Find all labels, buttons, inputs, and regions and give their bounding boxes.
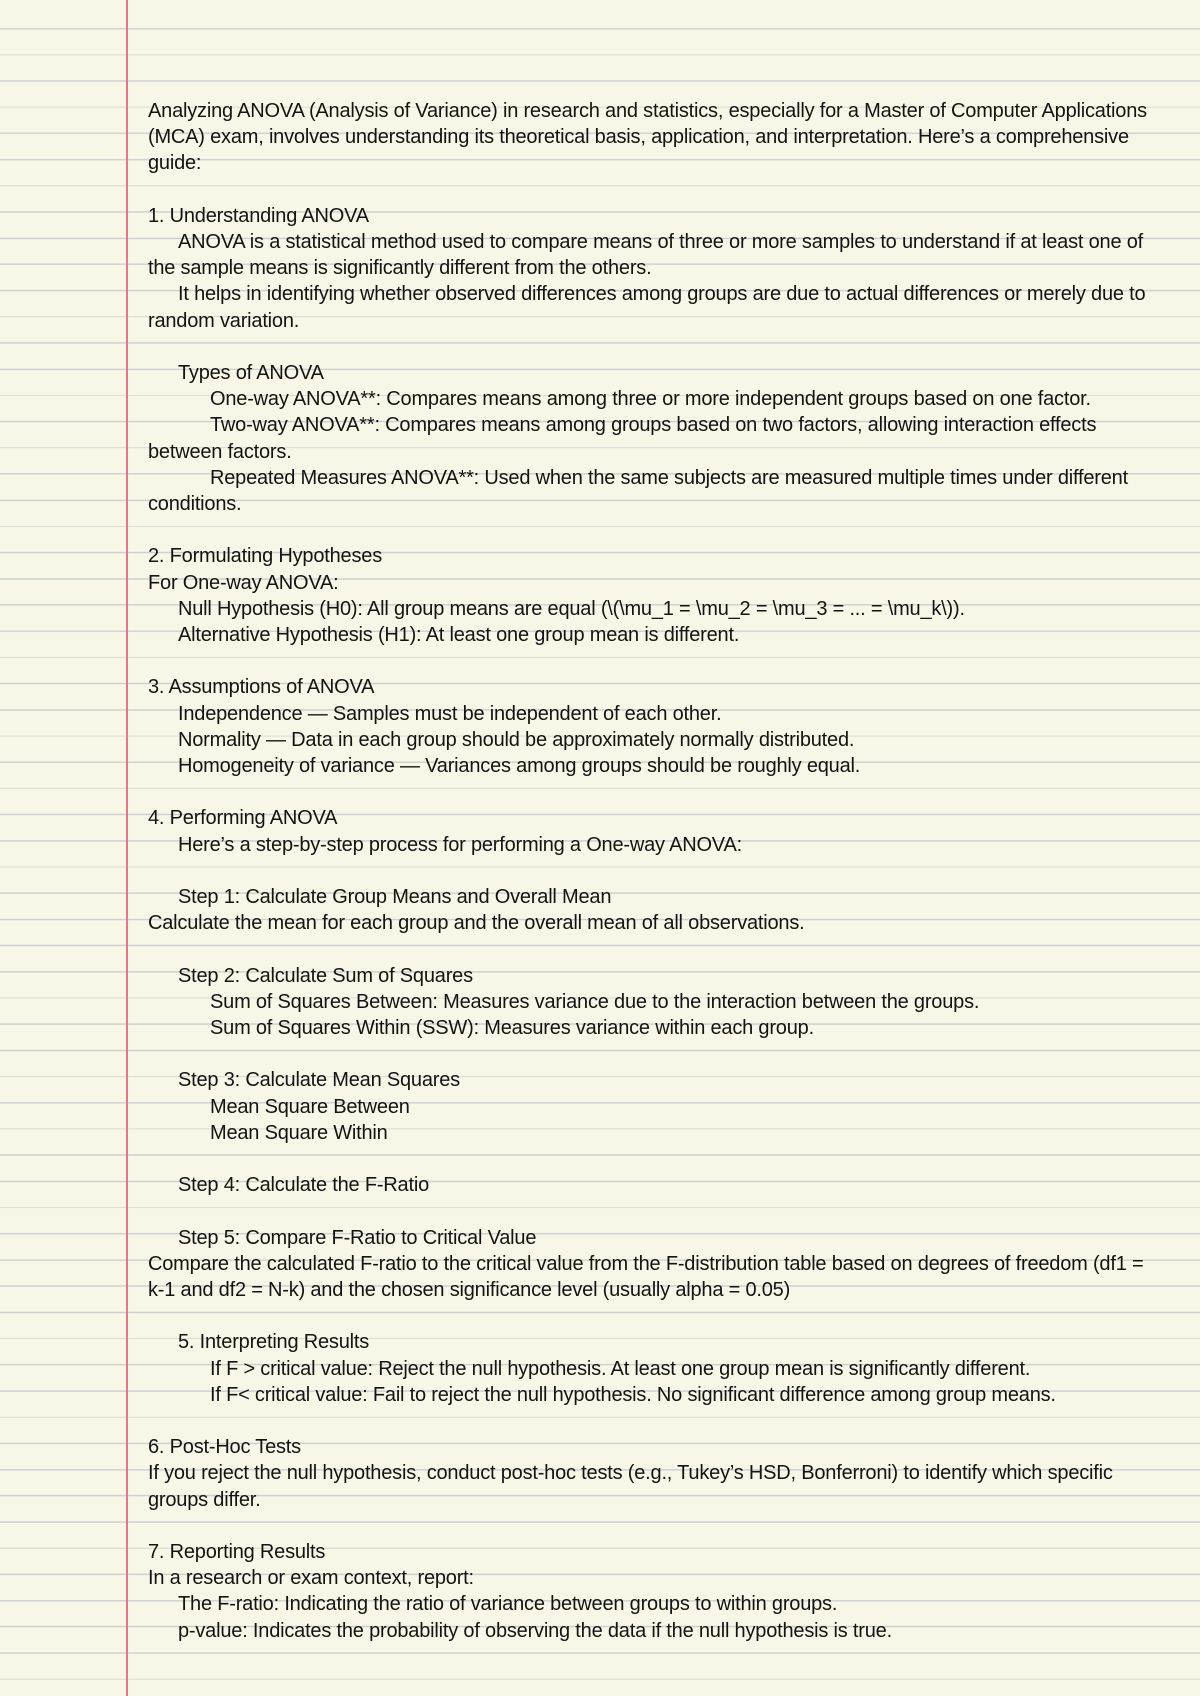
mean-square-within: Mean Square Within: [210, 1121, 388, 1144]
section-7-heading: 7. Reporting Results: [148, 1540, 326, 1563]
section-1-paragraph-1: ANOVA is a statistical method used to compare means of three or more samples to understand if at least one of the sample means is significantly different from the others.: [148, 231, 1143, 280]
result-fail-to-reject: If F< critical value: Fail to reject the null hypothesis. No significant difference among group means.: [210, 1383, 1056, 1406]
section-2-heading: 2. Formulating Hypotheses: [148, 545, 383, 568]
type-one-way: One-way ANOVA**: Compares means among three or more independent groups based on one factor.: [210, 388, 1091, 411]
section-4-heading: 4. Performing ANOVA: [148, 807, 338, 830]
result-reject: If F > critical value: Reject the null hypothesis. At least one group mean is significantly different.: [210, 1357, 1031, 1380]
sum-squares-between: Sum of Squares Between: Measures variance due to the interaction between the groups.: [210, 990, 980, 1013]
section-7-intro: In a research or exam context, report:: [148, 1567, 474, 1590]
assumption-normality: Normality — Data in each group should be approximately normally distributed.: [178, 728, 855, 751]
type-two-way: Two-way ANOVA**: Compares means among groups based on two factors, allowing interaction effects between factors.: [148, 414, 1097, 463]
step-5-text: Compare the calculated F-ratio to the critical value from the F-distribution table based on degrees of freedom (df1 = k-1 and df2 = N-k) and the chosen significance level (usually alpha = 0.05): [148, 1252, 1144, 1301]
section-5-heading: 5. Interpreting Results: [178, 1331, 370, 1354]
assumption-independence: Independence — Samples must be independent of each other.: [178, 702, 722, 725]
step-5-heading: Step 5: Compare F-Ratio to Critical Value: [178, 1226, 537, 1249]
alternative-hypothesis: Alternative Hypothesis (H1): At least one group mean is different.: [178, 624, 740, 647]
section-6-heading: 6. Post-Hoc Tests: [148, 1436, 301, 1459]
step-2-heading: Step 2: Calculate Sum of Squares: [178, 964, 473, 987]
section-4-intro: Here’s a step-by-step process for performing a One-way ANOVA:: [178, 833, 742, 856]
intro-paragraph: Analyzing ANOVA (Analysis of Variance) in research and statistics, especially for a Master of Computer Applications (MCA) exam, involves understanding its theoretical basis, application, and interpretation. Here’s a comprehensive guide:: [148, 100, 1147, 175]
types-heading: Types of ANOVA: [178, 362, 324, 384]
mean-square-between: Mean Square Between: [210, 1095, 410, 1118]
step-3-heading: Step 3: Calculate Mean Squares: [178, 1069, 460, 1092]
assumption-homogeneity: Homogeneity of variance — Variances among groups should be roughly equal.: [178, 755, 861, 778]
null-hypothesis: Null Hypothesis (H0): All group means are equal (\(\mu_1 = \mu_2 = \mu_3 = ... = \mu_k\)).: [178, 597, 965, 620]
section-3-heading: 3. Assumptions of ANOVA: [148, 676, 375, 699]
report-p-value: p-value: Indicates the probability of observing the data if the null hypothesis is true.: [178, 1619, 892, 1642]
section-1-heading: 1. Understanding ANOVA: [148, 204, 369, 227]
step-4-heading: Step 4: Calculate the F-Ratio: [178, 1174, 429, 1197]
section-2-subheading: For One-way ANOVA:: [148, 571, 339, 594]
notebook-margin-line: [126, 0, 128, 1696]
type-repeated-measures: Repeated Measures ANOVA**: Used when the same subjects are measured multiple times under different conditions.: [148, 466, 1128, 516]
section-1-paragraph-2: It helps in identifying whether observed differences among groups are due to actual differences or merely due to random variation.: [148, 283, 1146, 332]
sum-squares-within: Sum of Squares Within (SSW): Measures variance within each group.: [210, 1017, 814, 1039]
step-1-heading: Step 1: Calculate Group Means and Overall Mean: [178, 886, 612, 908]
document-body: [148, 98, 1163, 1644]
step-1-text: Calculate the mean for each group and the overall mean of all observations.: [148, 912, 805, 935]
section-6-text: If you reject the null hypothesis, conduct post-hoc tests (e.g., Tukey’s HSD, Bonferroni) to identify which specific groups differ.: [148, 1462, 1113, 1511]
report-f-ratio: The F-ratio: Indicating the ratio of variance between groups to within groups.: [178, 1593, 838, 1616]
